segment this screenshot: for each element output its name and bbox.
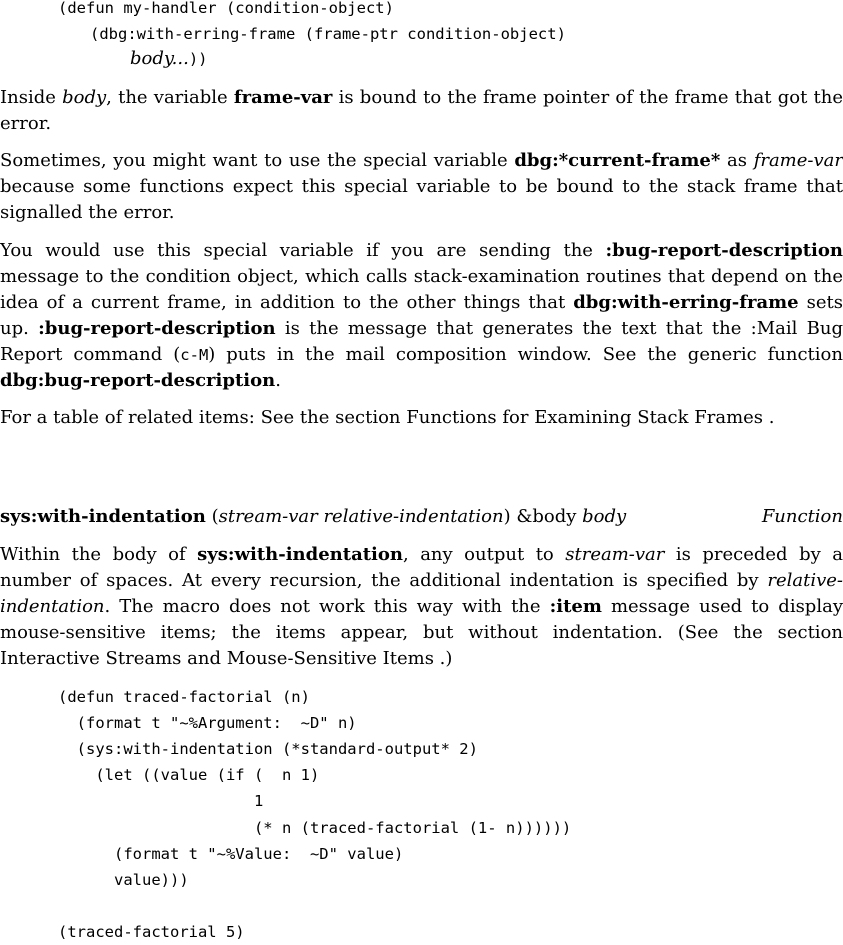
code-line: (format t "~%Argument: ~D" n) <box>58 714 357 732</box>
code-line: (dbg:with-erring-frame (frame-ptr condition-object) <box>90 25 566 43</box>
paragraph: Sometimes, you might want to use the special variable dbg:*current-frame* as frame-var because some functions expect this special variable to be bound to the stack frame that signalled the error. <box>0 150 843 223</box>
code-line: (* n (traced-factorial (1- n)))))) <box>58 819 572 837</box>
function-name: sys:with-indentation <box>0 506 206 527</box>
code-line: (defun my-handler (condition-object) <box>58 0 394 17</box>
term-bold: :bug-report-description <box>38 318 276 339</box>
code-line: (defun traced-factorial (n) <box>58 688 310 706</box>
term-bold: dbg:bug-report-description <box>0 370 276 391</box>
paragraph: Inside body, the variable frame-var is bound to the frame pointer of the frame that got the error. <box>0 87 843 134</box>
key-chord: c-M <box>180 346 209 364</box>
code-body-placeholder: body... <box>130 48 189 69</box>
code-line: 1 <box>58 792 264 810</box>
code-line: (sys:with-indentation (*standard-output* 2) <box>58 740 478 758</box>
code-line <box>130 46 208 72</box>
term-bold: frame-var <box>233 87 333 108</box>
term-italic: relative-indentation <box>0 570 843 617</box>
code-line: (let ((value (if ( n 1) <box>58 766 320 784</box>
term-bold: :bug-report-description <box>605 240 843 261</box>
term-italic: stream-var <box>565 544 665 565</box>
code-line: (format t "~%Value: ~D" value) <box>58 845 404 863</box>
code-paren-close: )) <box>188 50 208 68</box>
definition-kind: Function <box>761 506 843 527</box>
paragraph: You would use this special variable if you are sending the :bug-report-description message to the condition object, which calls stack-examination routines that depend on the idea of a current frame, in addition to the other things that dbg:with-erring-frame sets up. :bug-report-description is the message that generates the text that the :Mail Bug Report command (c-M) puts in the mail composition window. See the generic function dbg:bug-report-description. <box>0 240 843 391</box>
term-bold: sys:with-indentation <box>197 544 403 565</box>
term-italic: body <box>62 87 107 108</box>
term-bold: :item <box>549 596 602 617</box>
term-bold: dbg:with-erring-frame <box>573 292 799 313</box>
function-definition-header: sys:with-indentation (stream-var relative-indentation) &body body Function <box>0 504 843 530</box>
paragraph-cross-reference: For a table of related items: See the section Functions for Examining Stack Frames . <box>0 407 775 428</box>
term-italic: frame-var <box>753 150 843 171</box>
code-line: (traced-factorial 5) <box>58 923 245 941</box>
paragraph: Within the body of sys:with-indentation, any output to stream-var is preceded by a number of spaces. At every recursion, the additional indentation is specified by relative-indentation. The macro does not work this way with the :item message used to display mouse-sensitive items; the items appear, but without indentation. (See the section Interactive Streams and Mouse-Sensitive Items .) <box>0 544 843 669</box>
function-body-arg: body <box>582 506 627 527</box>
function-args: stream-var relative-indentation <box>218 506 504 527</box>
code-line: value))) <box>58 871 189 889</box>
term-bold: dbg:*current-frame* <box>514 150 721 171</box>
